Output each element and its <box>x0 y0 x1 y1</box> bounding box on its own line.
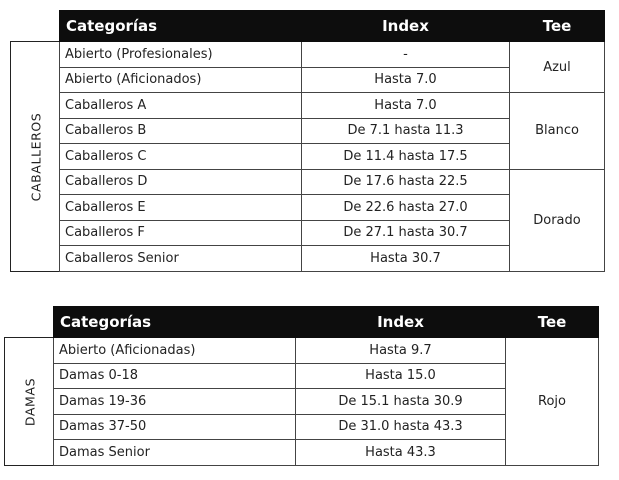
category-cell: Abierto (Aficionadas) <box>54 338 296 364</box>
index-cell: De 7.1 hasta 11.3 <box>302 118 510 144</box>
table-row <box>54 338 599 364</box>
table-row <box>60 169 605 195</box>
index-cell: De 11.4 hasta 17.5 <box>302 144 510 170</box>
tee-cell: Rojo <box>506 338 599 466</box>
category-cell: Damas Senior <box>54 440 296 466</box>
category-cell: Abierto (Profesionales) <box>60 42 302 68</box>
category-cell: Caballeros Senior <box>60 246 302 272</box>
caballeros-table <box>59 10 605 272</box>
header-tee: Tee <box>510 11 605 42</box>
index-cell: Hasta 7.0 <box>302 93 510 119</box>
header-index: Index <box>302 11 510 42</box>
damas-table <box>53 306 599 466</box>
index-cell: Hasta 30.7 <box>302 246 510 272</box>
index-cell: Hasta 9.7 <box>296 338 506 364</box>
index-cell: Hasta 15.0 <box>296 363 506 389</box>
category-cell: Caballeros F <box>60 220 302 246</box>
index-cell: De 17.6 hasta 22.5 <box>302 169 510 195</box>
header-categorias: Categorías <box>54 307 296 338</box>
category-cell: Abierto (Aficionados) <box>60 67 302 93</box>
index-cell: De 27.1 hasta 30.7 <box>302 220 510 246</box>
index-cell: De 22.6 hasta 27.0 <box>302 195 510 221</box>
category-cell: Damas 19-36 <box>54 389 296 415</box>
index-cell: Hasta 7.0 <box>302 67 510 93</box>
index-cell: De 31.0 hasta 43.3 <box>296 414 506 440</box>
header-index: Index <box>296 307 506 338</box>
category-cell: Damas 0-18 <box>54 363 296 389</box>
tee-cell: Dorado <box>510 169 605 271</box>
caballeros-side-label-box <box>10 41 60 272</box>
damas-side-label: DAMAS <box>22 377 37 426</box>
category-cell: Caballeros A <box>60 93 302 119</box>
index-cell: Hasta 43.3 <box>296 440 506 466</box>
category-cell: Caballeros D <box>60 169 302 195</box>
header-categorias: Categorías <box>60 11 302 42</box>
damas-header-row <box>54 307 599 338</box>
damas-side-label-box <box>4 337 54 466</box>
table-row <box>60 42 605 68</box>
caballeros-header-row <box>60 11 605 42</box>
category-cell: Caballeros C <box>60 144 302 170</box>
index-cell: De 15.1 hasta 30.9 <box>296 389 506 415</box>
category-cell: Caballeros B <box>60 118 302 144</box>
index-cell: - <box>302 42 510 68</box>
tee-cell: Blanco <box>510 93 605 170</box>
category-cell: Damas 37-50 <box>54 414 296 440</box>
header-tee: Tee <box>506 307 599 338</box>
category-cell: Caballeros E <box>60 195 302 221</box>
caballeros-side-label: CABALLEROS <box>28 112 43 201</box>
table-row <box>60 93 605 119</box>
tee-cell: Azul <box>510 42 605 93</box>
